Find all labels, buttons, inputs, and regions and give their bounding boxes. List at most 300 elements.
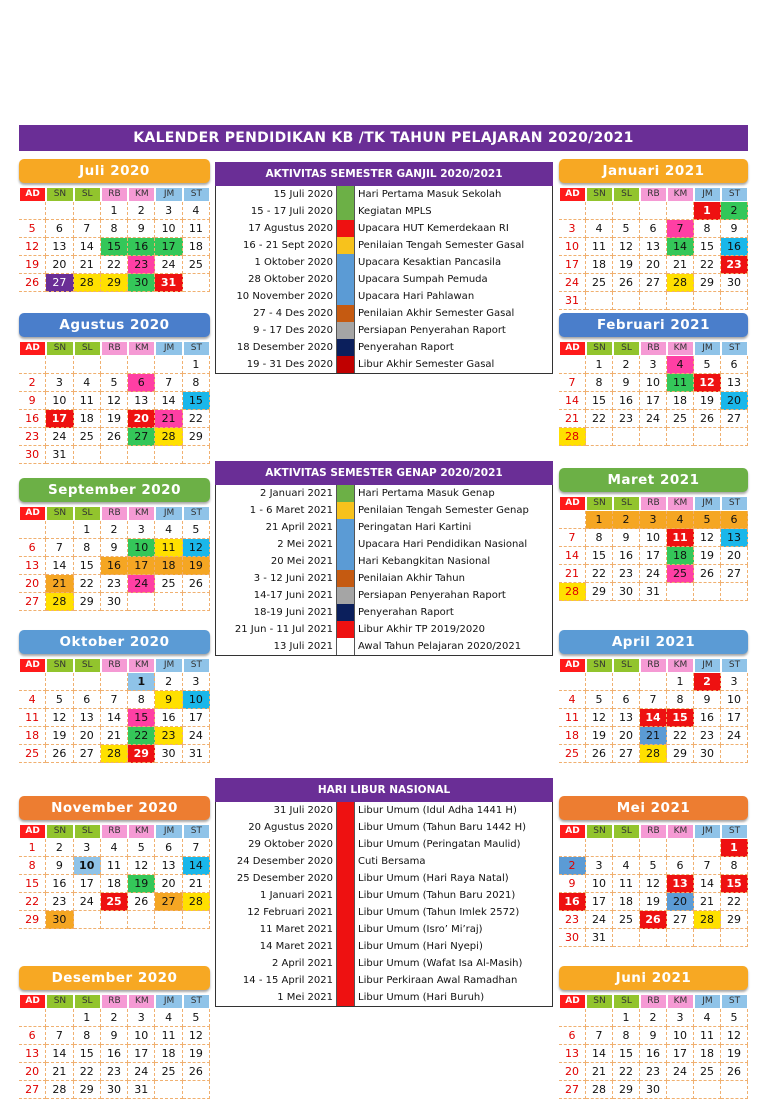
day-cell: 25: [613, 911, 640, 929]
month-calendar: [19, 313, 210, 464]
activity-table-title: AKTIVITAS SEMESTER GANJIL 2020/2021: [215, 162, 553, 186]
day-cell: 17: [46, 410, 73, 428]
activity-row: [216, 604, 552, 621]
empty-day-cell: [694, 428, 721, 446]
activity-date: 3 - 12 Juni 2021: [253, 573, 333, 584]
empty-day-cell: [183, 911, 210, 929]
activity-table: [215, 461, 553, 656]
day-cell: 5: [694, 511, 721, 529]
day-cell: 1: [74, 521, 101, 539]
weekday-header: AD: [20, 507, 45, 520]
activity-date: 31 Juli 2020: [273, 805, 333, 816]
weekday-header: KM: [668, 659, 693, 672]
activity-row: [216, 519, 552, 536]
activity-row: [216, 322, 552, 339]
weekday-header: JM: [156, 188, 181, 201]
day-cell: 5: [694, 356, 721, 374]
day-cell: 17: [128, 1045, 155, 1063]
activity-date: 12 Februari 2021: [247, 907, 333, 918]
day-cell: 14: [559, 547, 586, 565]
day-cell: 15: [721, 875, 748, 893]
day-cell: 8: [667, 691, 694, 709]
day-cell: 1: [667, 673, 694, 691]
day-cell: 28: [694, 911, 721, 929]
empty-day-cell: [559, 511, 586, 529]
day-cell: 3: [640, 511, 667, 529]
empty-day-cell: [613, 839, 640, 857]
day-cell: 20: [128, 410, 155, 428]
day-cell: 21: [559, 565, 586, 583]
color-legend-swatch: [336, 853, 355, 870]
empty-day-cell: [46, 202, 73, 220]
day-cell: 22: [183, 410, 210, 428]
activity-date: 20 Agustus 2020: [248, 822, 333, 833]
activity-date: 16 - 21 Sept 2020: [243, 240, 333, 251]
weekday-header: ST: [722, 188, 747, 201]
day-cell: 9: [694, 691, 721, 709]
day-cell: 5: [613, 220, 640, 238]
day-cell: 21: [46, 575, 73, 593]
day-cell: 18: [155, 557, 182, 575]
color-legend-swatch: [336, 254, 355, 271]
day-cell: 19: [613, 256, 640, 274]
activity-label: Penilaian Akhir Semester Gasal: [358, 308, 515, 319]
weekday-header: SN: [587, 497, 612, 510]
weekday-header: ST: [722, 659, 747, 672]
day-cell: 8: [721, 857, 748, 875]
day-cell: 9: [721, 220, 748, 238]
day-cell: 8: [183, 374, 210, 392]
day-cell: 17: [721, 709, 748, 727]
color-legend-swatch: [336, 638, 355, 655]
day-cell: 1: [613, 1009, 640, 1027]
empty-day-cell: [694, 292, 721, 310]
weekday-header: SL: [614, 497, 639, 510]
day-cell: 21: [694, 893, 721, 911]
day-cell: 16: [613, 392, 640, 410]
day-cell: 31: [46, 446, 73, 464]
day-cell: 29: [19, 911, 46, 929]
activity-date: 29 Oktober 2020: [248, 839, 333, 850]
activity-row: [216, 989, 552, 1006]
day-cell: 22: [694, 256, 721, 274]
day-cell: 25: [559, 745, 586, 763]
color-legend-swatch: [336, 237, 355, 254]
color-legend-swatch: [336, 621, 355, 638]
weekday-header: AD: [20, 995, 45, 1008]
activity-label: Hari Pertama Masuk Sekolah: [358, 189, 502, 200]
weekday-header: KM: [129, 825, 154, 838]
day-cell: 23: [721, 256, 748, 274]
weekday-header: RB: [641, 659, 666, 672]
day-cell: 10: [640, 374, 667, 392]
weekday-header: SL: [614, 995, 639, 1008]
weekday-header: ST: [184, 825, 209, 838]
weekday-header: AD: [20, 342, 45, 355]
weekday-header: KM: [668, 825, 693, 838]
day-cell: 31: [128, 1081, 155, 1099]
day-cell: 20: [640, 256, 667, 274]
weekday-header: KM: [129, 342, 154, 355]
day-cell: 31: [155, 274, 182, 292]
day-cell: 20: [19, 1063, 46, 1081]
day-cell: 27: [559, 1081, 586, 1099]
activity-label: Persiapan Penyerahan Raport: [358, 325, 506, 336]
color-legend-swatch: [336, 288, 355, 305]
day-cell: 16: [559, 893, 586, 911]
activity-row: [216, 237, 552, 254]
day-cell: 14: [667, 238, 694, 256]
day-cell: 25: [74, 428, 101, 446]
day-cell: 7: [694, 857, 721, 875]
weekday-header: JM: [695, 825, 720, 838]
day-cell: 9: [46, 857, 73, 875]
weekday-header: JM: [695, 188, 720, 201]
weekday-header: ST: [184, 995, 209, 1008]
day-cell: 17: [74, 875, 101, 893]
day-cell: 29: [667, 745, 694, 763]
activity-label: Penilaian Tengah Semester Genap: [358, 505, 529, 516]
month-calendar: [559, 468, 748, 601]
color-legend-swatch: [336, 536, 355, 553]
empty-day-cell: [74, 356, 101, 374]
empty-day-cell: [155, 1081, 182, 1099]
day-cell: 19: [19, 256, 46, 274]
activity-row: [216, 972, 552, 989]
day-cell: 5: [640, 857, 667, 875]
activity-row: [216, 339, 552, 356]
activity-date: 25 Desember 2020: [236, 873, 333, 884]
day-cell: 3: [46, 374, 73, 392]
empty-day-cell: [694, 929, 721, 947]
empty-day-cell: [46, 1009, 73, 1027]
day-cell: 30: [128, 274, 155, 292]
activity-label: Upacara Hari Pahlawan: [358, 291, 475, 302]
weekday-header: SN: [587, 342, 612, 355]
day-cell: 12: [101, 392, 128, 410]
day-cell: 15: [183, 392, 210, 410]
day-cell: 15: [694, 238, 721, 256]
day-cell: 24: [128, 575, 155, 593]
activity-table: [215, 778, 553, 1007]
color-legend-swatch: [336, 305, 355, 322]
day-cell: 7: [640, 691, 667, 709]
empty-day-cell: [721, 292, 748, 310]
empty-day-cell: [640, 929, 667, 947]
color-legend-swatch: [336, 921, 355, 938]
day-cell: 16: [155, 709, 182, 727]
empty-day-cell: [155, 911, 182, 929]
empty-day-cell: [74, 911, 101, 929]
day-cell: 3: [183, 673, 210, 691]
day-cell: 25: [101, 893, 128, 911]
day-cell: 9: [613, 529, 640, 547]
empty-day-cell: [101, 446, 128, 464]
day-cell: 11: [155, 1027, 182, 1045]
activity-label: Persiapan Penyerahan Raport: [358, 590, 506, 601]
day-cell: 17: [155, 238, 182, 256]
empty-day-cell: [101, 356, 128, 374]
day-cell: 26: [721, 1063, 748, 1081]
weekday-header: AD: [20, 188, 45, 201]
weekday-header: SL: [75, 825, 100, 838]
color-legend-swatch: [336, 972, 355, 989]
color-legend-swatch: [336, 836, 355, 853]
activity-row: [216, 305, 552, 322]
day-cell: 24: [721, 727, 748, 745]
day-cell: 26: [183, 1063, 210, 1081]
day-cell: 28: [46, 1081, 73, 1099]
empty-day-cell: [128, 911, 155, 929]
weekday-header: JM: [695, 995, 720, 1008]
day-cell: 20: [19, 575, 46, 593]
color-legend-swatch: [336, 220, 355, 237]
month-calendar: [19, 966, 210, 1099]
day-cell: 9: [101, 539, 128, 557]
empty-day-cell: [667, 929, 694, 947]
day-cell: 5: [183, 1009, 210, 1027]
day-cell: 1: [74, 1009, 101, 1027]
day-cell: 6: [19, 539, 46, 557]
day-cell: 8: [74, 1027, 101, 1045]
day-cell: 9: [128, 220, 155, 238]
empty-day-cell: [694, 1081, 721, 1099]
empty-day-cell: [559, 673, 586, 691]
day-cell: 20: [721, 547, 748, 565]
day-cell: 3: [586, 857, 613, 875]
weekday-header: RB: [641, 342, 666, 355]
day-cell: 11: [559, 709, 586, 727]
empty-day-cell: [101, 673, 128, 691]
day-cell: 21: [101, 727, 128, 745]
activity-date: 14-17 Juni 2021: [253, 590, 333, 601]
day-cell: 16: [128, 238, 155, 256]
day-cell: 30: [101, 1081, 128, 1099]
activity-label: Hari Pertama Masuk Genap: [358, 488, 495, 499]
day-cell: 26: [694, 410, 721, 428]
day-cell: 8: [613, 1027, 640, 1045]
day-cell: 22: [721, 893, 748, 911]
day-cell: 29: [74, 1081, 101, 1099]
weekday-header: SL: [75, 342, 100, 355]
color-legend-swatch: [336, 553, 355, 570]
day-cell: 12: [183, 1027, 210, 1045]
activity-label: Libur Umum (Peringatan Maulid): [358, 839, 521, 850]
day-cell: 7: [667, 220, 694, 238]
day-cell: 26: [183, 575, 210, 593]
color-legend-swatch: [336, 802, 355, 819]
day-cell: 1: [586, 356, 613, 374]
weekday-header: KM: [668, 497, 693, 510]
weekday-header: KM: [668, 342, 693, 355]
activity-label: Upacara HUT Kemerdekaan RI: [358, 223, 509, 234]
day-cell: 28: [640, 745, 667, 763]
empty-day-cell: [667, 1081, 694, 1099]
activity-row: [216, 853, 552, 870]
day-cell: 25: [155, 575, 182, 593]
weekday-header: KM: [668, 188, 693, 201]
color-legend-swatch: [336, 186, 355, 203]
activity-label: Libur Umum (Hari Buruh): [358, 992, 485, 1003]
activity-date: 14 Maret 2021: [259, 941, 333, 952]
day-cell: 6: [721, 511, 748, 529]
day-cell: 3: [74, 839, 101, 857]
day-cell: 11: [694, 1027, 721, 1045]
day-cell: 16: [19, 410, 46, 428]
day-cell: 22: [667, 727, 694, 745]
day-cell: 19: [640, 893, 667, 911]
weekday-header: SL: [75, 995, 100, 1008]
day-cell: 14: [694, 875, 721, 893]
empty-day-cell: [559, 839, 586, 857]
day-cell: 4: [183, 202, 210, 220]
page-title: KALENDER PENDIDIKAN KB /TK TAHUN PELAJARAN 2020/2021: [19, 125, 748, 151]
day-cell: 7: [155, 374, 182, 392]
day-cell: 14: [74, 238, 101, 256]
color-legend-swatch: [336, 485, 355, 502]
empty-day-cell: [19, 202, 46, 220]
day-cell: 28: [155, 428, 182, 446]
activity-date: 21 April 2021: [265, 522, 333, 533]
day-cell: 29: [721, 911, 748, 929]
activity-row: [216, 203, 552, 220]
day-cell: 2: [101, 1009, 128, 1027]
activity-label: Libur Akhir Semester Gasal: [358, 359, 495, 370]
color-legend-swatch: [336, 570, 355, 587]
day-cell: 13: [155, 857, 182, 875]
day-cell: 1: [19, 839, 46, 857]
activity-row: [216, 502, 552, 519]
day-cell: 9: [613, 374, 640, 392]
day-cell: 24: [128, 1063, 155, 1081]
day-cell: 27: [155, 893, 182, 911]
day-cell: 26: [613, 274, 640, 292]
day-cell: 12: [721, 1027, 748, 1045]
day-cell: 9: [101, 1027, 128, 1045]
weekday-header: JM: [695, 342, 720, 355]
day-cell: 6: [46, 220, 73, 238]
day-cell: 28: [586, 1081, 613, 1099]
day-cell: 1: [183, 356, 210, 374]
day-cell: 21: [559, 410, 586, 428]
empty-day-cell: [128, 446, 155, 464]
day-cell: 15: [586, 547, 613, 565]
activity-row: [216, 955, 552, 972]
day-cell: 12: [19, 238, 46, 256]
empty-day-cell: [101, 911, 128, 929]
day-cell: 29: [128, 745, 155, 763]
day-cell: 4: [101, 839, 128, 857]
weekday-header: JM: [156, 659, 181, 672]
month-title: April 2021: [559, 630, 748, 654]
day-cell: 2: [613, 356, 640, 374]
activity-date: 18 Desember 2020: [236, 342, 333, 353]
day-cell: 10: [46, 392, 73, 410]
empty-day-cell: [46, 521, 73, 539]
day-cell: 18: [155, 1045, 182, 1063]
day-cell: 1: [721, 839, 748, 857]
day-cell: 21: [586, 1063, 613, 1081]
weekday-header: RB: [102, 825, 127, 838]
day-cell: 12: [46, 709, 73, 727]
empty-day-cell: [613, 673, 640, 691]
weekday-header: AD: [20, 659, 45, 672]
month-title: Desember 2020: [19, 966, 210, 990]
day-cell: 6: [155, 839, 182, 857]
empty-day-cell: [155, 446, 182, 464]
day-cell: 11: [667, 374, 694, 392]
day-cell: 28: [667, 274, 694, 292]
day-cell: 10: [667, 1027, 694, 1045]
day-cell: 24: [559, 274, 586, 292]
activity-label: Kegiatan MPLS: [358, 206, 432, 217]
day-cell: 9: [640, 1027, 667, 1045]
activity-row: [216, 819, 552, 836]
empty-day-cell: [640, 428, 667, 446]
day-cell: 22: [586, 565, 613, 583]
empty-day-cell: [667, 202, 694, 220]
day-cell: 2: [128, 202, 155, 220]
day-cell: 13: [46, 238, 73, 256]
day-cell: 18: [19, 727, 46, 745]
day-cell: 3: [559, 220, 586, 238]
day-cell: 21: [183, 875, 210, 893]
day-cell: 18: [613, 893, 640, 911]
empty-day-cell: [19, 356, 46, 374]
day-cell: 19: [46, 727, 73, 745]
day-cell: 5: [183, 521, 210, 539]
weekday-header: SL: [75, 188, 100, 201]
day-cell: 7: [74, 220, 101, 238]
activity-row: [216, 570, 552, 587]
day-cell: 10: [640, 529, 667, 547]
day-cell: 18: [183, 238, 210, 256]
day-cell: 27: [667, 911, 694, 929]
day-cell: 23: [613, 565, 640, 583]
weekday-header: RB: [641, 188, 666, 201]
activity-label: Penyerahan Raport: [358, 342, 454, 353]
day-cell: 12: [613, 238, 640, 256]
day-cell: 4: [155, 521, 182, 539]
day-cell: 27: [721, 565, 748, 583]
month-title: Agustus 2020: [19, 313, 210, 337]
empty-day-cell: [586, 673, 613, 691]
day-cell: 11: [613, 875, 640, 893]
day-cell: 31: [586, 929, 613, 947]
day-cell: 20: [155, 875, 182, 893]
activity-date: 15 - 17 Juli 2020: [250, 206, 333, 217]
weekday-header: SL: [75, 659, 100, 672]
activity-row: [216, 921, 552, 938]
weekday-header: RB: [102, 507, 127, 520]
day-cell: 7: [559, 529, 586, 547]
day-cell: 13: [721, 374, 748, 392]
day-cell: 12: [586, 709, 613, 727]
day-cell: 19: [694, 547, 721, 565]
activity-row: [216, 553, 552, 570]
day-cell: 30: [19, 446, 46, 464]
activity-date: 2 Mei 2021: [277, 539, 333, 550]
day-cell: 2: [46, 839, 73, 857]
day-cell: 13: [74, 709, 101, 727]
day-cell: 27: [128, 428, 155, 446]
day-cell: 30: [101, 593, 128, 611]
color-legend-swatch: [336, 587, 355, 604]
day-cell: 20: [559, 1063, 586, 1081]
day-cell: 14: [46, 557, 73, 575]
day-cell: 6: [19, 1027, 46, 1045]
day-cell: 14: [101, 709, 128, 727]
